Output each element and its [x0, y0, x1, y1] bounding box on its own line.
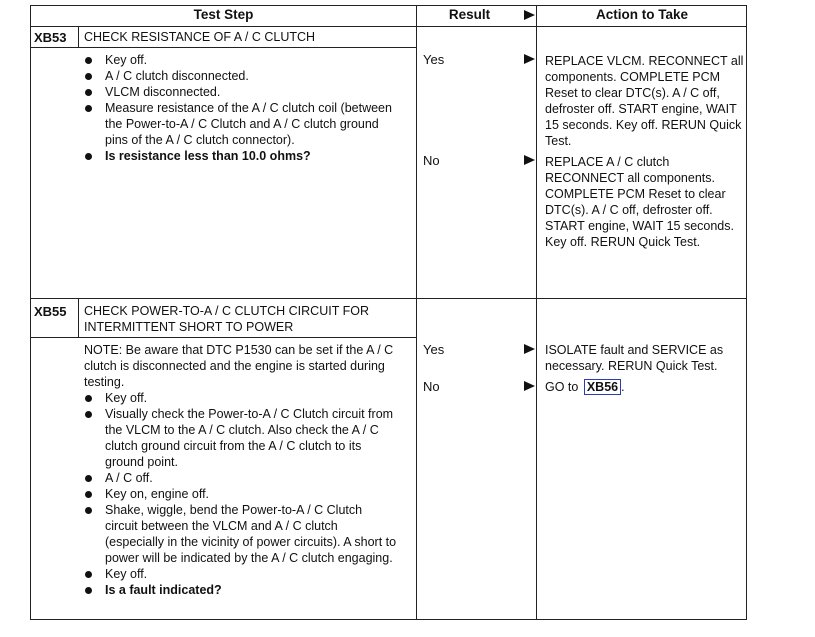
step-id-xb53: XB53	[34, 30, 67, 45]
step-question: Is resistance less than 10.0 ohms?	[82, 148, 397, 164]
step-list-xb53	[82, 52, 397, 164]
header-action: Action to Take	[595, 7, 688, 22]
action-yes-xb53: REPLACE VLCM. RECONNECT all components. COMPLETE PCM Reset to clear DTC(s). A / C off, defroster off. START engine, WAIT 15 seconds. Key off. RERUN Quick Test.	[545, 54, 744, 148]
result-no-xb53: No	[423, 153, 440, 168]
xb55-title-rule	[30, 337, 417, 338]
row-divider	[30, 298, 747, 299]
col-divider-step-result	[416, 5, 417, 620]
step-item: Measure resistance of the A / C clutch coil (between the Power-to-A / C Clutch and A / C clutch ground pins of the A / C clutch connector).	[82, 100, 397, 148]
action-yes-xb55: ISOLATE fault and SERVICE as necessary. RERUN Quick Test.	[545, 343, 724, 373]
step-item: Key off.	[82, 390, 397, 406]
xb53-title-rule	[30, 47, 417, 48]
result-no-xb55: No	[423, 379, 440, 394]
step-question: Is a fault indicated?	[82, 582, 397, 598]
step-id-xb55: XB55	[34, 304, 67, 319]
step-title-xb53: CHECK RESISTANCE OF A / C CLUTCH	[84, 30, 316, 44]
arrow-icon	[524, 344, 535, 354]
result-yes-xb55: Yes	[423, 342, 445, 357]
step-item: VLCM disconnected.	[82, 84, 397, 100]
action-no-xb53: REPLACE A / C clutch RECONNECT all components. COMPLETE PCM Reset to clear DTC(s). A / C off, defroster off. START engine, WAIT 15 seconds. Key off. RERUN Quick Test.	[545, 155, 734, 249]
goto-label: GO to	[545, 380, 579, 394]
xb53-id-divider	[78, 26, 79, 47]
step-item: A / C off.	[82, 470, 397, 486]
result-yes-xb53: Yes	[423, 52, 445, 67]
step-item: Key on, engine off.	[82, 486, 397, 502]
step-item: A / C clutch disconnected.	[82, 68, 397, 84]
step-item: Shake, wiggle, bend the Power-to-A / C Clutch circuit between the VLCM and A / C clutch (especially in the vicinity of power circuits). A short to power will be indicated by the A / C clutch engaging.	[82, 502, 397, 566]
header-test-step: Test Step	[193, 7, 254, 22]
header-result: Result	[448, 7, 491, 22]
step-item: Key off.	[82, 52, 397, 68]
step-item: Key off.	[82, 566, 397, 582]
arrow-icon	[524, 54, 535, 64]
xb56-link[interactable]: XB56	[584, 379, 621, 395]
step-item: Visually check the Power-to-A / C Clutch circuit from the VLCM to the A / C clutch. Also check the A / C clutch ground circuit from the A / C clutch to its ground point.	[82, 406, 397, 470]
header-arrow-icon	[524, 10, 535, 20]
col-divider-result-action	[536, 5, 537, 620]
arrow-icon	[524, 381, 535, 391]
goto-suffix: .	[621, 380, 625, 394]
action-no-xb55	[545, 379, 745, 395]
step-list-xb55	[82, 390, 397, 598]
note-xb55: NOTE: Be aware that DTC P1530 can be set if the A / C clutch is disconnected and the engine is started during testing.	[84, 343, 394, 389]
xb55-id-divider	[78, 298, 79, 337]
arrow-icon	[524, 155, 535, 165]
step-title-xb55: CHECK POWER-TO-A / C CLUTCH CIRCUIT FOR INTERMITTENT SHORT TO POWER	[84, 304, 369, 334]
header-rule	[30, 26, 747, 27]
